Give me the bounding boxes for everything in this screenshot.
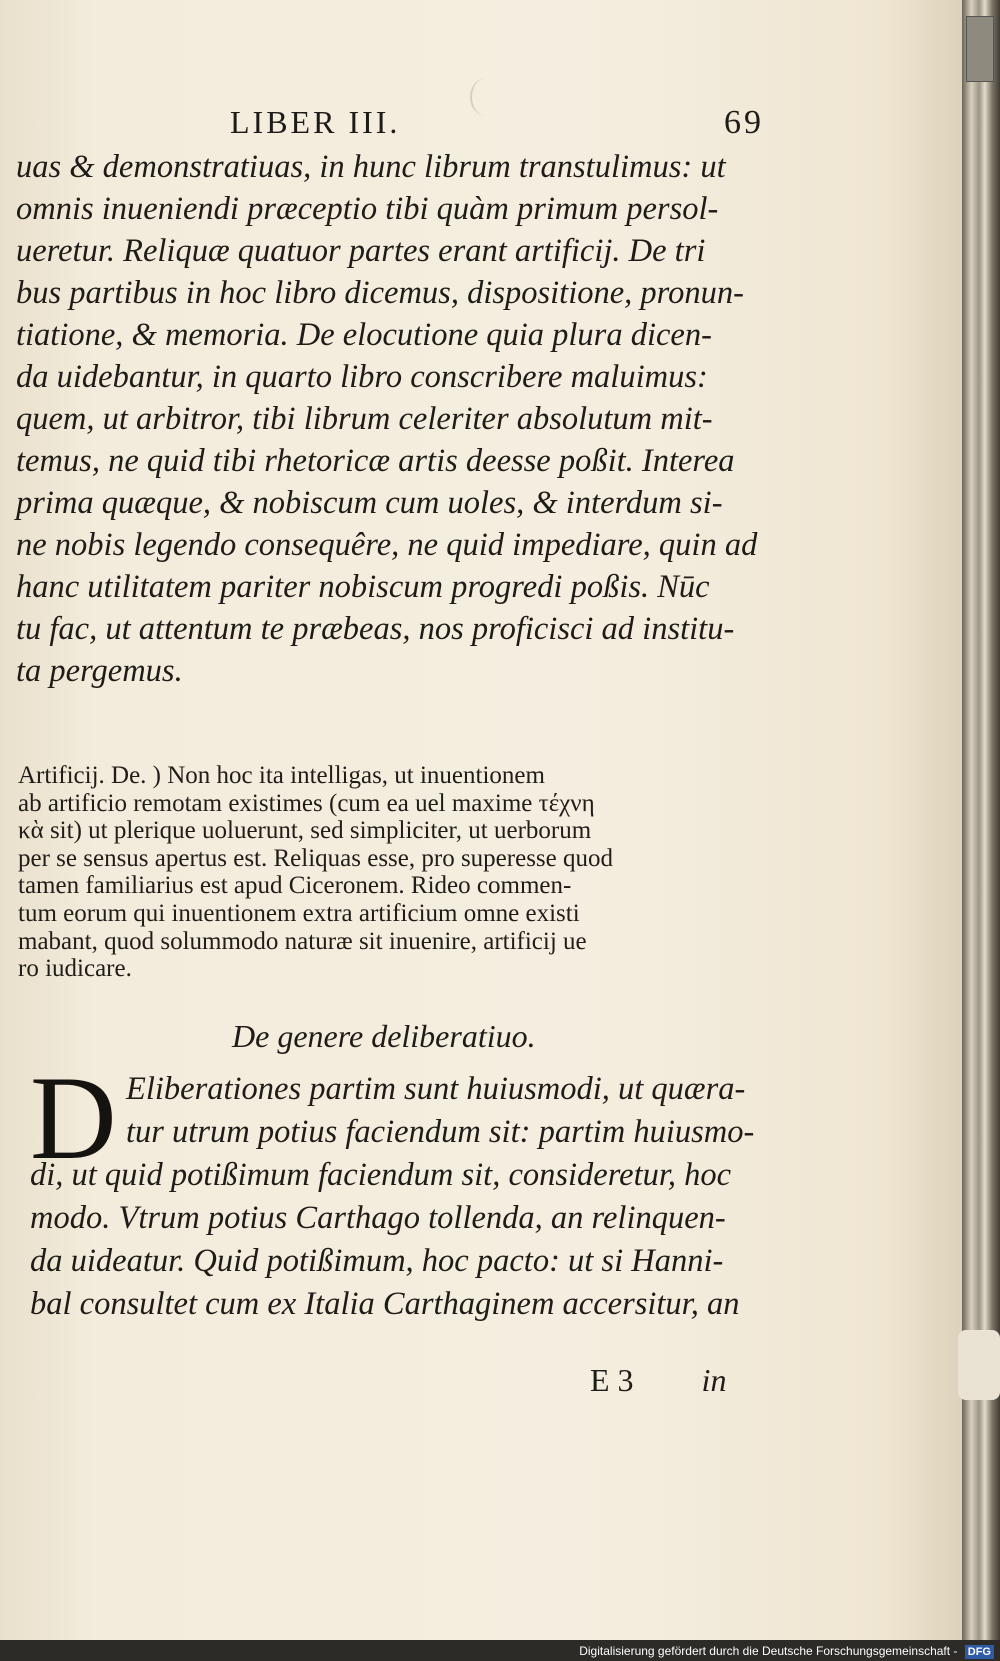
- text-line: omnis inueniendi præceptio tibi quàm primum persol-: [16, 191, 719, 227]
- page-curl: [958, 1330, 1000, 1400]
- text-line: bal consultet cum ex Italia Carthaginem accersitur, an: [30, 1286, 740, 1322]
- note-line: tum eorum qui inuentionem extra artificium omne existi: [18, 899, 580, 927]
- text-line: prima quæque, & nobiscum cum uoles, & interdum si-: [16, 485, 723, 521]
- text-line: Eliberationes partim sunt huiusmodi, ut quæra-: [126, 1071, 746, 1107]
- section-heading: De genere deliberatiuo.: [232, 1018, 536, 1054]
- text-line: temus, ne quid tibi rhetoricæ artis deesse poßit. Interea: [16, 443, 735, 479]
- catchword: in: [701, 1362, 727, 1398]
- text-line: ta pergemus.: [16, 653, 183, 689]
- note-line: mabant, quod solummodo naturæ sit inuenire, artificij ue: [18, 927, 587, 955]
- running-title: LIBER III.: [230, 104, 401, 140]
- note-line: Artificij. De. ) Non hoc ita intelligas, ut inuentionem: [18, 762, 545, 789]
- dfg-logo: DFG: [965, 1645, 994, 1659]
- commentary-note: [18, 762, 786, 983]
- note-line: ro iudicare.: [18, 955, 132, 983]
- text-line: da uidebantur, in quarto libro conscribere maluimus:: [16, 359, 708, 395]
- text-line: tu fac, ut attentum te præbeas, nos proficisci ad institu-: [16, 611, 735, 647]
- text-line: ne nobis legendo consequêre, ne quid impediare, quin ad: [16, 527, 758, 563]
- main-text: [16, 146, 786, 692]
- page-header: [230, 104, 790, 150]
- page-footer: [590, 1362, 726, 1399]
- note-line: per se sensus apertus est. Reliquas esse, pro superesse quod: [18, 844, 614, 872]
- drop-cap: D: [30, 1051, 117, 1184]
- bookmark-tab: [966, 16, 994, 82]
- text-line: hanc utilitatem pariter nobiscum progredi poßis. Nūc: [16, 569, 710, 605]
- text-line: tur utrum potius faciendum sit: partim huiusmo-: [126, 1114, 755, 1150]
- page-number: 69: [724, 104, 764, 141]
- note-line: tamen familiarius est apud Ciceronem. Rideo commen-: [18, 872, 572, 900]
- digitization-credit: [579, 1641, 994, 1661]
- text-line: bus partibus in hoc libro dicemus, dispositione, pronun-: [16, 275, 744, 311]
- signature-mark: E 3: [590, 1362, 634, 1398]
- text-line: quem, ut arbitror, tibi librum celeriter absolutum mit-: [16, 401, 713, 437]
- note-line: ab artificio remotam existimes (cum ea uel maxime τέχνη: [18, 789, 595, 817]
- text-line: tiatione, & memoria. De elocutione quia plura dicen-: [16, 317, 712, 353]
- text-line: di, ut quid potißimum faciendum sit, consideretur, hoc: [30, 1157, 732, 1193]
- text-line: da uideatur. Quid potißimum, hoc pacto: ut si Hanni-: [30, 1243, 724, 1279]
- note-line: κὰ sit) ut plerique uoluerunt, sed simpliciter, ut uerborum: [18, 817, 592, 845]
- text-line: ueretur. Reliquæ quatuor partes erant artificij. De tri: [16, 233, 706, 269]
- text-line: modo. Vtrum potius Carthago tollenda, an relinquen-: [30, 1200, 726, 1236]
- text-line: uas & demonstratiuas, in hunc librum transtulimus: ut: [16, 149, 726, 185]
- credit-text: Digitalisierung gefördert durch die Deutsche Forschungsgemeinschaft -: [579, 1644, 958, 1658]
